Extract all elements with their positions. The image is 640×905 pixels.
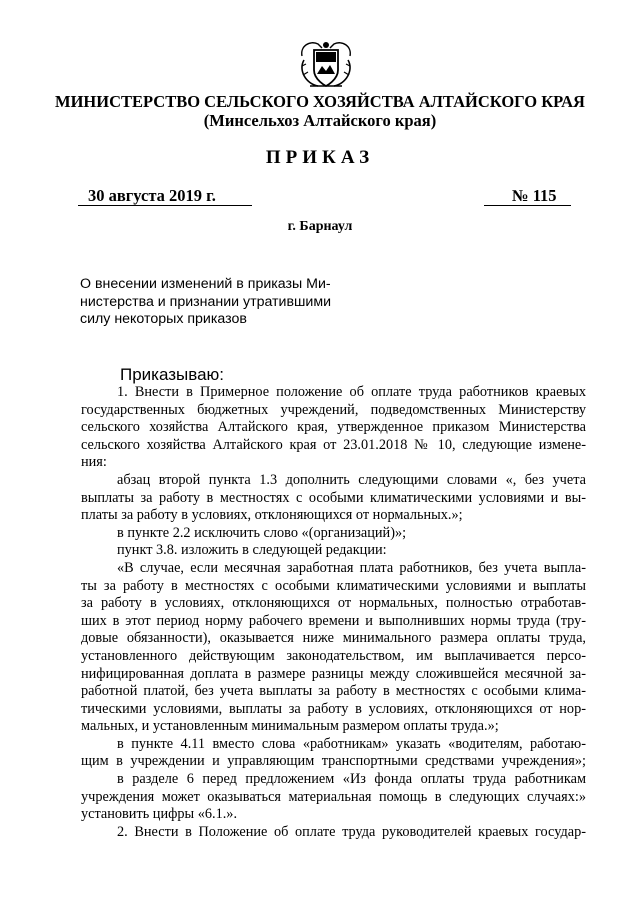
order-directive: Приказываю: <box>120 365 225 384</box>
city: г. Барнаул <box>287 219 353 234</box>
body-line: выплаты за работу в местностях с особыми климатическими условиями и вы- <box>81 489 586 506</box>
body-line: довые обязанности), оказывается ниже минимального размера оплаты труда, <box>81 630 586 647</box>
body-line: сельского хозяйства Алтайского края, утвержденное приказом Министерства <box>81 419 586 436</box>
body-line: ния: <box>81 454 107 471</box>
body-line: щим в учреждении и управляющим транспортными средствами учреждения»; <box>81 753 586 770</box>
body-line: мальных, и установленным минимальным размером оплаты труда.»; <box>81 718 499 735</box>
order-body <box>81 384 586 841</box>
body-line: ших в этот период норму рабочего времени и выполнивших нормы труда (тру- <box>81 612 586 629</box>
ministry-title: МИНИСТЕРСТВО СЕЛЬСКОГО ХОЗЯЙСТВА АЛТАЙСКОГО КРАЯ <box>55 92 585 111</box>
order-date: 30 августа 2019 г. <box>78 186 252 206</box>
coat-of-arms-emblem <box>296 36 356 92</box>
body-line: учреждения может оказываться материальная помощь в следующих случаях:» <box>81 788 586 805</box>
body-line: пункт 3.8. изложить в следующей редакции: <box>117 542 387 559</box>
body-line: в пункте 2.2 исключить слово «(организаций)»; <box>117 524 407 541</box>
body-line: за работу в условиях, отклоняющихся от нормальных, полностью отработав- <box>81 595 586 612</box>
body-line: сельского хозяйства Алтайского края от 23.01.2018 № 10, следующие измене- <box>81 436 586 453</box>
body-line: установить цифры «6.1.». <box>81 806 238 823</box>
body-line: 1. Внести в Примерное положение об оплате труда работников краевых <box>117 384 586 400</box>
subject-line: О внесении изменений в приказы Ми- <box>80 276 331 292</box>
body-line: 2. Внести в Положение об оплате труда руководителей краевых государ- <box>117 823 586 840</box>
ministry-short-name: (Минсельхоз Алтайского края) <box>203 111 437 130</box>
body-line: «В случае, если месячная заработная плата работников, без учета выпла- <box>117 559 586 576</box>
order-subject <box>80 276 380 329</box>
subject-line: нистерства и признании утратившими <box>80 293 332 310</box>
body-line: в пункте 4.11 вместо слова «работникам» указать «водителям, работаю- <box>117 735 586 752</box>
body-line: платы за работу в условиях, отклоняющихся от нормальных.»; <box>81 507 463 524</box>
body-line: абзац второй пункта 1.3 дополнить следующими словами «, без учета <box>117 471 586 488</box>
body-line: установленного действующим законодательством, им выплачивается персо- <box>81 647 586 664</box>
body-line: нифицированная доплата в размере разницы между сложившейся месячной за- <box>81 665 586 682</box>
subject-line: силу некоторых приказов <box>80 311 247 327</box>
body-line: тическими условиями, выплаты за работу в условиях, отклоняющихся от нор- <box>81 700 586 717</box>
body-line: ты за работу в местностях с особыми климатическими условиями и выплаты <box>81 577 586 594</box>
body-line: в разделе 6 перед предложением «Из фонда оплаты труда работникам <box>117 771 586 788</box>
body-line: работной платой, без учета выплаты за работу в местностях с особыми клима- <box>81 683 586 700</box>
body-line: государственных бюджетных учреждений, подведомственных Министерству <box>81 401 586 418</box>
order-number: № 115 <box>484 186 571 206</box>
order-title: ПРИКАЗ <box>265 147 375 168</box>
